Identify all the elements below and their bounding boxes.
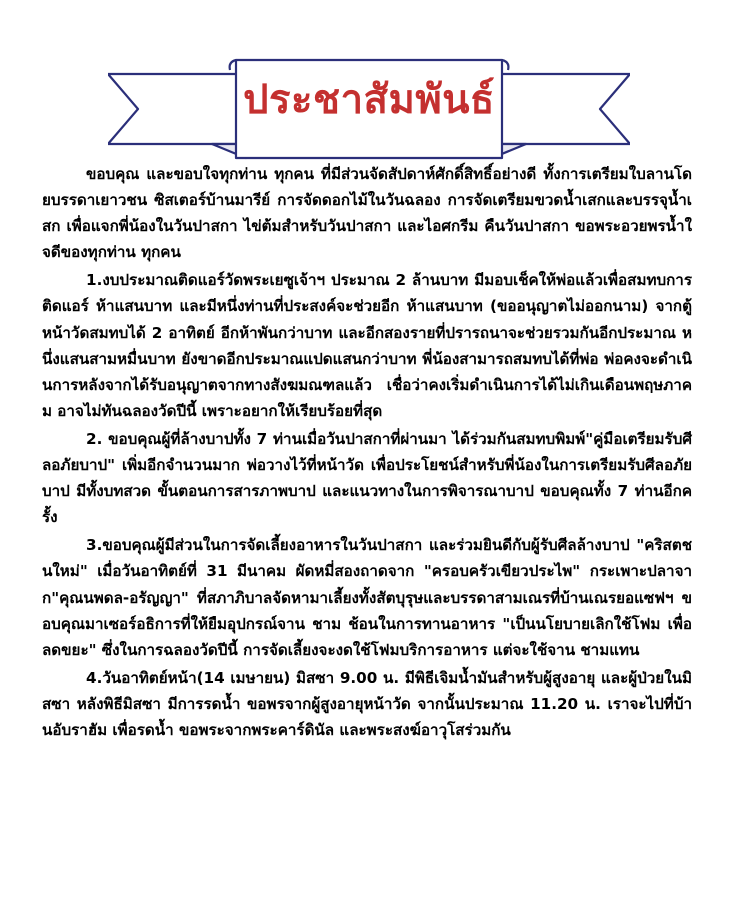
ribbon-banner (108, 50, 630, 162)
paragraph-item-3: 3.ขอบคุณผู้มีส่วนในการจัดเลี้ยงอาหารในวันปาสกา และร่วมยินดีกับผู้รับศีลล้างบาป "คริสตชนใหม่" เมื่อวันอาทิตย์ที่ 31 มีนาคม ผัดหมี่สองถาดจาก "ครอบครัวเขียวประไพ" กระเพาะปลาจาก"คุณนพดล-อรัญญา" ที่สภาภิบาลจัดหามาเลี้ยงทั้งสัตบุรุษและบรรดาสามเณรที่บ้านเณรยอแซฟฯ ขอบคุณมาเซอร์อธิการที่ให้ยืมอุปกรณ์จาน ชาม ช้อนในการทานอาหาร "เป็นนโยบายเลิกใช้โฟม เพื่อลดขยะ" ซึ่งในการฉลองวัดปีนี้ การจัดเลี้ยงจะงดใช้โฟมบริการอาหาร แต่จะใช้จาน ชามแทน (42, 536, 692, 659)
ribbon-left-tail (108, 74, 246, 144)
announcement-body (42, 161, 692, 743)
paragraph-thanks: ขอบคุณ และขอบใจทุกท่าน ทุกคน ที่มีส่วนจัดสัปดาห์ศักดิ์สิทธิ์อย่างดี ทั้งการเตรียมใบลานโดยบรรดาเยาวชน ซิสเตอร์บ้านมารีย์ การจัดดอกไม้ในวันฉลอง การจัดเตรียมขวดน้ำเสกและบรรจุน้ำเสก เพื่อแจกพี่น้องในวันปาสกา ไข่ต้มสำหรับวันปาสกา และไอศกรีม คืนวันปาสกา ขอพระอวยพรน้ำใจดีของทุกท่าน ทุกคน (42, 165, 692, 262)
paragraph-item-4: 4.วันอาทิตย์หน้า(14 เมษายน) มิสซา 9.00 น. มีพิธีเจิมน้ำมันสำหรับผู้สูงอายุ และผู้ป่วยในมิสซา หลังพิธีมิสซา มีการรดน้ำ ขอพรจากผู้สูงอายุหน้าวัด จากนั้นประมาณ 11.20 น. เราจะไปที่บ้านอับราฮัม เพื่อรดน้ำ ขอพระจากพระคาร์ดินัล และพระสงฆ์อาวุโสร่วมกัน (42, 668, 692, 739)
paragraph-item-1: 1.งบประมาณติดแอร์วัดพระเยซูเจ้าฯ ประมาณ 2 ล้านบาท มีมอบเช็คให้พ่อแล้วเพื่อสมทบการติดแอร์ ห้าแสนบาท และมีหนึ่งท่านที่ประสงค์จะช่วยอีก ห้าแสนบาท (ขออนุญาตไม่ออกนาม) จากตู้หน้าวัดสมทบได้ 2 อาทิตย์ อีกห้าพันกว่าบาท และอีกสองรายที่ปรารถนาจะช่วยรวมกันอีกประมาณ หนึ่งแสนสามหมื่นบาท ยังขาดอีกประมาณแปดแสนกว่าบาท พี่น้องสามารถสมทบได้ที่พ่อ พ่อคงจะดำเนินการหลังจากได้รับอนุญาตจากทางสังฆมณฑลแล้ว เชื่อว่าคงเริ่มดำเนินการได้ไม่เกินเดือนพฤษภาคม อาจไม่ทันฉลองวัดปีนี้ เพราะอยากให้เรียบร้อยที่สุด (42, 271, 692, 420)
banner-title: ประชาสัมพันธ์ (243, 76, 495, 123)
ribbon-right-tail (492, 74, 630, 144)
paragraph-item-2: 2. ขอบคุณผู้ที่ล้างบาปทั้ง 7 ท่านเมื่อวันปาสกาที่ผ่านมา ได้ร่วมกันสมทบพิมพ์"คู่มือเตรียมรับศีลอภัยบาป" เพิ่มอีกจำนวนมาก พ่อวางไว้ที่หน้าวัด เพื่อประโยชน์สำหรับพี่น้องในการเตรียมรับศีลอภัยบาป มีทั้งบทสวด ขั้นตอนการสารภาพบาป และแนวทางในการพิจารณาบาป ขอบคุณทั้ง 7 ท่านอีกครั้ง (42, 429, 692, 527)
